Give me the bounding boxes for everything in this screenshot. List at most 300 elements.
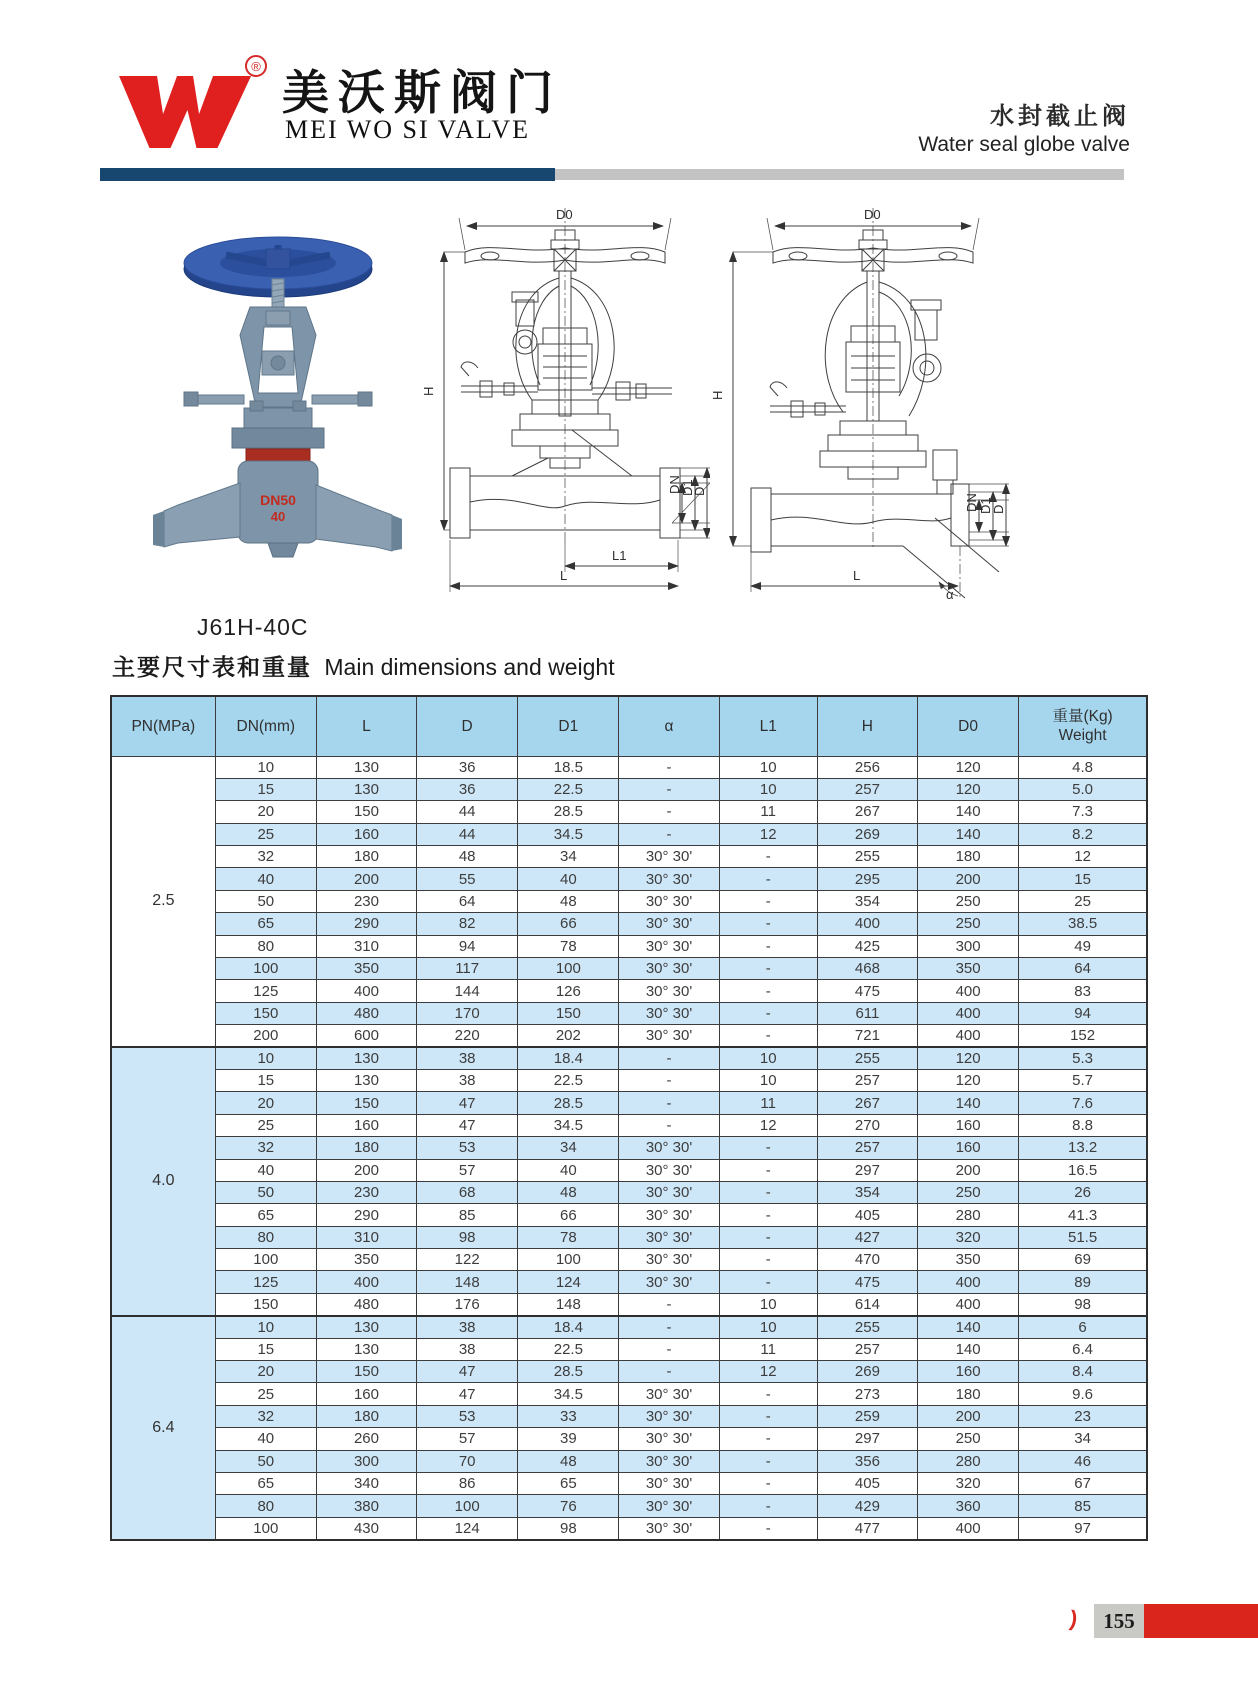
table-row <box>111 1249 1147 1271</box>
table-cell: - <box>719 1181 817 1203</box>
table-cell: - <box>719 1226 817 1248</box>
table-cell: 25 <box>215 1383 316 1405</box>
table-cell: 10 <box>215 756 316 778</box>
table-cell: 250 <box>918 1181 1019 1203</box>
table-cell: 180 <box>918 846 1019 868</box>
table-cell: 180 <box>316 846 416 868</box>
table-cell: 70 <box>417 1450 518 1472</box>
table-cell: 44 <box>417 801 518 823</box>
table-cell: - <box>719 846 817 868</box>
table-cell: 30° 30' <box>619 935 719 957</box>
table-cell: 614 <box>817 1293 917 1315</box>
table-cell: 20 <box>215 801 316 823</box>
table-cell: 12 <box>719 1114 817 1136</box>
table-cell: 25 <box>1019 890 1147 912</box>
table-cell: 34.5 <box>518 823 619 845</box>
footer-logo-fragment: ) <box>1068 1605 1080 1632</box>
table-row <box>111 823 1147 845</box>
table-cell: 124 <box>417 1517 518 1539</box>
table-cell: 18.4 <box>518 1316 619 1338</box>
table-cell: 126 <box>518 980 619 1002</box>
table-cell: - <box>719 868 817 890</box>
table-cell: 94 <box>417 935 518 957</box>
table-cell: 150 <box>518 1002 619 1024</box>
table-cell: 180 <box>918 1383 1019 1405</box>
table-cell: 130 <box>316 778 416 800</box>
table-cell: 250 <box>918 1428 1019 1450</box>
table-row <box>111 1450 1147 1472</box>
table-cell: 47 <box>417 1383 518 1405</box>
table-cell: 257 <box>817 1137 917 1159</box>
brand-name-en: MEI WO SI VALVE <box>285 115 531 144</box>
table-cell: 48 <box>518 1450 619 1472</box>
table-cell: 295 <box>817 868 917 890</box>
table-cell: 400 <box>918 980 1019 1002</box>
table-cell: 30° 30' <box>619 1204 719 1226</box>
table-row <box>111 1271 1147 1293</box>
table-cell: 80 <box>215 935 316 957</box>
column-header: α <box>619 696 719 756</box>
table-cell: - <box>619 1047 719 1069</box>
table-cell: - <box>619 823 719 845</box>
table-cell: 69 <box>1019 1249 1147 1271</box>
table-cell: 47 <box>417 1114 518 1136</box>
table-cell: 257 <box>817 778 917 800</box>
table-cell: 30° 30' <box>619 980 719 1002</box>
table-cell: 257 <box>817 1069 917 1091</box>
table-cell: - <box>619 756 719 778</box>
table-cell: 400 <box>316 1271 416 1293</box>
table-cell: 34 <box>518 1137 619 1159</box>
table-row <box>111 1293 1147 1315</box>
table-cell: 100 <box>518 958 619 980</box>
table-cell: - <box>619 1293 719 1315</box>
table-cell: 350 <box>918 1249 1019 1271</box>
dim-alpha-label: α <box>946 587 954 600</box>
table-cell: 22.5 <box>518 778 619 800</box>
table-cell: 11 <box>719 1092 817 1114</box>
table-cell: 122 <box>417 1249 518 1271</box>
table-cell: 83 <box>1019 980 1147 1002</box>
table-cell: 16.5 <box>1019 1159 1147 1181</box>
column-header: PN(MPa) <box>111 696 215 756</box>
table-cell: 140 <box>918 1316 1019 1338</box>
table-cell: 38 <box>417 1069 518 1091</box>
table-cell: 273 <box>817 1383 917 1405</box>
table-cell: 36 <box>417 778 518 800</box>
table-row <box>111 1204 1147 1226</box>
table-cell: 13.2 <box>1019 1137 1147 1159</box>
table-cell: 30° 30' <box>619 1405 719 1427</box>
table-cell: 78 <box>518 1226 619 1248</box>
table-cell: - <box>719 1025 817 1047</box>
table-cell: - <box>719 958 817 980</box>
table-cell: 320 <box>918 1473 1019 1495</box>
column-header: L <box>316 696 416 756</box>
header-divider <box>100 168 1124 181</box>
table-cell: 26 <box>1019 1181 1147 1203</box>
table-cell: 30° 30' <box>619 1226 719 1248</box>
table-cell: 180 <box>316 1137 416 1159</box>
table-cell: 30° 30' <box>619 1271 719 1293</box>
table-cell: 269 <box>817 1361 917 1383</box>
table-row <box>111 1181 1147 1203</box>
table-cell: 10 <box>719 1047 817 1069</box>
dim-l1-label: L1 <box>612 548 627 563</box>
table-cell: 40 <box>215 868 316 890</box>
brand-name-cn: 美沃斯阀门 <box>282 66 562 119</box>
dim-dn-label: DN <box>667 475 682 494</box>
table-cell: 30° 30' <box>619 1002 719 1024</box>
table-cell: 38 <box>417 1047 518 1069</box>
table-cell: 400 <box>918 1271 1019 1293</box>
table-cell: 10 <box>719 1293 817 1315</box>
table-cell: 130 <box>316 756 416 778</box>
table-row <box>111 1114 1147 1136</box>
table-cell: 23 <box>1019 1405 1147 1427</box>
pn-group-cell: 4.0 <box>111 1047 215 1316</box>
table-cell: - <box>719 1159 817 1181</box>
table-cell: 297 <box>817 1159 917 1181</box>
table-title-cn: 主要尺寸表和重量 <box>112 654 312 680</box>
table-cell: 4.8 <box>1019 756 1147 778</box>
table-row <box>111 1137 1147 1159</box>
column-header: D0 <box>918 696 1019 756</box>
table-cell: 200 <box>918 868 1019 890</box>
valve-drawing-side <box>703 200 1033 600</box>
table-cell: 170 <box>417 1002 518 1024</box>
table-cell: 350 <box>918 958 1019 980</box>
table-cell: - <box>719 1204 817 1226</box>
table-cell: 200 <box>316 868 416 890</box>
table-row <box>111 958 1147 980</box>
table-cell: 150 <box>316 1361 416 1383</box>
table-cell: - <box>719 1473 817 1495</box>
table-cell: 400 <box>918 1002 1019 1024</box>
table-cell: 150 <box>215 1002 316 1024</box>
table-cell: 267 <box>817 801 917 823</box>
table-cell: 10 <box>719 1316 817 1338</box>
table-cell: 30° 30' <box>619 1137 719 1159</box>
table-cell: 30° 30' <box>619 868 719 890</box>
table-cell: 200 <box>215 1025 316 1047</box>
table-cell: 150 <box>316 1092 416 1114</box>
table-cell: 32 <box>215 846 316 868</box>
table-row <box>111 935 1147 957</box>
table-cell: 10 <box>719 756 817 778</box>
table-cell: 12 <box>719 823 817 845</box>
table-cell: 160 <box>918 1361 1019 1383</box>
table-cell: 360 <box>918 1495 1019 1517</box>
table-cell: 250 <box>918 913 1019 935</box>
table-cell: 380 <box>316 1495 416 1517</box>
table-cell: 6 <box>1019 1316 1147 1338</box>
table-cell: - <box>719 1450 817 1472</box>
table-row <box>111 868 1147 890</box>
table-cell: 470 <box>817 1249 917 1271</box>
table-cell: 10 <box>215 1316 316 1338</box>
table-cell: 140 <box>918 1338 1019 1360</box>
table-cell: 67 <box>1019 1473 1147 1495</box>
table-cell: 76 <box>518 1495 619 1517</box>
table-cell: 356 <box>817 1450 917 1472</box>
table-cell: 18.5 <box>518 756 619 778</box>
table-cell: 152 <box>1019 1025 1147 1047</box>
table-cell: 89 <box>1019 1271 1147 1293</box>
table-cell: 140 <box>918 823 1019 845</box>
column-header: DN(mm) <box>215 696 316 756</box>
table-cell: 10 <box>719 1069 817 1091</box>
table-cell: 50 <box>215 890 316 912</box>
table-cell: 10 <box>215 1047 316 1069</box>
table-cell: - <box>719 890 817 912</box>
table-row <box>111 890 1147 912</box>
table-cell: 30° 30' <box>619 1428 719 1450</box>
table-cell: - <box>719 1428 817 1450</box>
table-cell: 160 <box>316 823 416 845</box>
table-cell: 57 <box>417 1428 518 1450</box>
table-cell: 125 <box>215 1271 316 1293</box>
table-cell: 350 <box>316 1249 416 1271</box>
table-title-en: Main dimensions and weight <box>324 654 615 680</box>
table-cell: 270 <box>817 1114 917 1136</box>
table-cell: 150 <box>215 1293 316 1315</box>
table-cell: - <box>719 1137 817 1159</box>
table-cell: 280 <box>918 1204 1019 1226</box>
table-cell: 160 <box>316 1114 416 1136</box>
dim-l-label: L <box>560 568 568 583</box>
table-cell: 30° 30' <box>619 1473 719 1495</box>
table-cell: 48 <box>518 890 619 912</box>
dimensions-table <box>110 695 1148 1541</box>
table-cell: 48 <box>518 1181 619 1203</box>
table-cell: 400 <box>918 1293 1019 1315</box>
table-cell: 320 <box>918 1226 1019 1248</box>
product-title-en: Water seal globe valve <box>918 133 1130 156</box>
table-cell: - <box>719 980 817 1002</box>
table-cell: 144 <box>417 980 518 1002</box>
table-cell: 480 <box>316 1293 416 1315</box>
registered-mark: ® <box>251 59 261 74</box>
table-cell: 120 <box>918 1047 1019 1069</box>
table-cell: 25 <box>215 1114 316 1136</box>
table-cell: 15 <box>215 778 316 800</box>
table-cell: 202 <box>518 1025 619 1047</box>
table-cell: - <box>719 1517 817 1539</box>
table-cell: 255 <box>817 1047 917 1069</box>
table-cell: - <box>719 1495 817 1517</box>
table-cell: 85 <box>417 1204 518 1226</box>
pn-group-cell: 6.4 <box>111 1316 215 1540</box>
table-cell: 64 <box>1019 958 1147 980</box>
table-cell: 15 <box>215 1338 316 1360</box>
table-cell: 6.4 <box>1019 1338 1147 1360</box>
table-cell: 130 <box>316 1316 416 1338</box>
table-cell: 8.4 <box>1019 1361 1147 1383</box>
dim-d1-label: D1 <box>680 479 695 496</box>
table-cell: - <box>619 801 719 823</box>
table-cell: - <box>619 1069 719 1091</box>
table-row <box>111 846 1147 868</box>
table-cell: 340 <box>316 1473 416 1495</box>
table-cell: 38.5 <box>1019 913 1147 935</box>
table-cell: 130 <box>316 1338 416 1360</box>
table-cell: 130 <box>316 1069 416 1091</box>
table-row <box>111 1047 1147 1069</box>
table-row <box>111 1025 1147 1047</box>
pn-group-cell: 2.5 <box>111 756 215 1047</box>
table-cell: - <box>719 935 817 957</box>
table-cell: 28.5 <box>518 1092 619 1114</box>
table-cell: 267 <box>817 1092 917 1114</box>
table-cell: 65 <box>215 1204 316 1226</box>
table-header-row <box>111 696 1147 756</box>
table-cell: 100 <box>215 1517 316 1539</box>
table-cell: 55 <box>417 868 518 890</box>
table-cell: 290 <box>316 913 416 935</box>
table-cell: 80 <box>215 1495 316 1517</box>
dim-d0-label: D0 <box>864 207 881 222</box>
table-cell: 33 <box>518 1405 619 1427</box>
table-cell: 40 <box>215 1159 316 1181</box>
table-cell: 57 <box>417 1159 518 1181</box>
table-cell: 117 <box>417 958 518 980</box>
table-cell: 400 <box>316 980 416 1002</box>
table-cell: 46 <box>1019 1450 1147 1472</box>
table-cell: 64 <box>417 890 518 912</box>
table-cell: 5.0 <box>1019 778 1147 800</box>
table-cell: 85 <box>1019 1495 1147 1517</box>
table-cell: 350 <box>316 958 416 980</box>
table-cell: 430 <box>316 1517 416 1539</box>
table-cell: - <box>719 1249 817 1271</box>
table-cell: 8.2 <box>1019 823 1147 845</box>
table-cell: 150 <box>316 801 416 823</box>
table-cell: 30° 30' <box>619 846 719 868</box>
table-cell: 297 <box>817 1428 917 1450</box>
table-cell: 260 <box>316 1428 416 1450</box>
table-cell: 12 <box>719 1361 817 1383</box>
column-header: D1 <box>518 696 619 756</box>
table-cell: 230 <box>316 1181 416 1203</box>
dim-d1-label: D1 <box>978 497 993 514</box>
table-cell: 40 <box>518 868 619 890</box>
table-row <box>111 980 1147 1002</box>
table-cell: 32 <box>215 1137 316 1159</box>
table-cell: 38 <box>417 1338 518 1360</box>
table-cell: 280 <box>918 1450 1019 1472</box>
table-cell: 20 <box>215 1361 316 1383</box>
table-cell: 148 <box>518 1293 619 1315</box>
table-cell: 11 <box>719 801 817 823</box>
table-cell: 34 <box>1019 1428 1147 1450</box>
table-cell: 82 <box>417 913 518 935</box>
table-cell: 30° 30' <box>619 890 719 912</box>
table-cell: 475 <box>817 1271 917 1293</box>
body-mark-line2: 40 <box>270 509 286 524</box>
table-cell: 30° 30' <box>619 1249 719 1271</box>
table-cell: 400 <box>918 1025 1019 1047</box>
table-cell: 611 <box>817 1002 917 1024</box>
table-cell: 200 <box>918 1405 1019 1427</box>
table-cell: 120 <box>918 1069 1019 1091</box>
table-cell: 310 <box>316 1226 416 1248</box>
table-row <box>111 1092 1147 1114</box>
table-cell: 28.5 <box>518 801 619 823</box>
table-cell: 51.5 <box>1019 1226 1147 1248</box>
table-row <box>111 1405 1147 1427</box>
table-row <box>111 1428 1147 1450</box>
table-cell: 50 <box>215 1181 316 1203</box>
table-cell: 130 <box>316 1047 416 1069</box>
table-cell: 600 <box>316 1025 416 1047</box>
column-header: D <box>417 696 518 756</box>
table-cell: 148 <box>417 1271 518 1293</box>
table-cell: 300 <box>918 935 1019 957</box>
table-row <box>111 801 1147 823</box>
table-cell: 80 <box>215 1226 316 1248</box>
table-cell: 22.5 <box>518 1338 619 1360</box>
table-cell: 30° 30' <box>619 1450 719 1472</box>
table-row <box>111 1517 1147 1539</box>
table-cell: 30° 30' <box>619 1517 719 1539</box>
table-cell: 255 <box>817 846 917 868</box>
table-cell: - <box>619 1092 719 1114</box>
table-cell: - <box>619 1316 719 1338</box>
table-cell: 180 <box>316 1405 416 1427</box>
table-cell: 160 <box>316 1383 416 1405</box>
table-cell: 7.6 <box>1019 1092 1147 1114</box>
table-cell: 8.8 <box>1019 1114 1147 1136</box>
table-cell: 468 <box>817 958 917 980</box>
table-cell: - <box>619 1114 719 1136</box>
table-cell: 30° 30' <box>619 913 719 935</box>
table-cell: - <box>719 913 817 935</box>
table-cell: 310 <box>316 935 416 957</box>
table-cell: 30° 30' <box>619 1025 719 1047</box>
table-cell: 49 <box>1019 935 1147 957</box>
table-row <box>111 913 1147 935</box>
table-cell: - <box>719 1405 817 1427</box>
table-cell: 36 <box>417 756 518 778</box>
dim-d-label: D <box>991 504 1006 514</box>
table-cell: 354 <box>817 890 917 912</box>
table-row <box>111 1495 1147 1517</box>
valve-photo <box>148 205 408 585</box>
dim-l-label: L <box>853 568 861 583</box>
table-cell: 98 <box>518 1517 619 1539</box>
table-cell: 100 <box>417 1495 518 1517</box>
table-cell: 50 <box>215 1450 316 1472</box>
column-header: H <box>817 696 917 756</box>
table-row <box>111 1338 1147 1360</box>
table-cell: 30° 30' <box>619 1181 719 1203</box>
table-cell: 257 <box>817 1338 917 1360</box>
table-cell: 22.5 <box>518 1069 619 1091</box>
table-cell: 34 <box>518 846 619 868</box>
product-title <box>918 96 1130 157</box>
table-cell: 405 <box>817 1204 917 1226</box>
table-row <box>111 1069 1147 1091</box>
table-cell: 94 <box>1019 1002 1147 1024</box>
table-cell: 68 <box>417 1181 518 1203</box>
dim-h-label: H <box>421 386 436 396</box>
table-cell: 5.7 <box>1019 1069 1147 1091</box>
table-cell: 140 <box>918 1092 1019 1114</box>
table-row <box>111 1473 1147 1495</box>
table-cell: 160 <box>918 1114 1019 1136</box>
table-cell: 400 <box>918 1517 1019 1539</box>
